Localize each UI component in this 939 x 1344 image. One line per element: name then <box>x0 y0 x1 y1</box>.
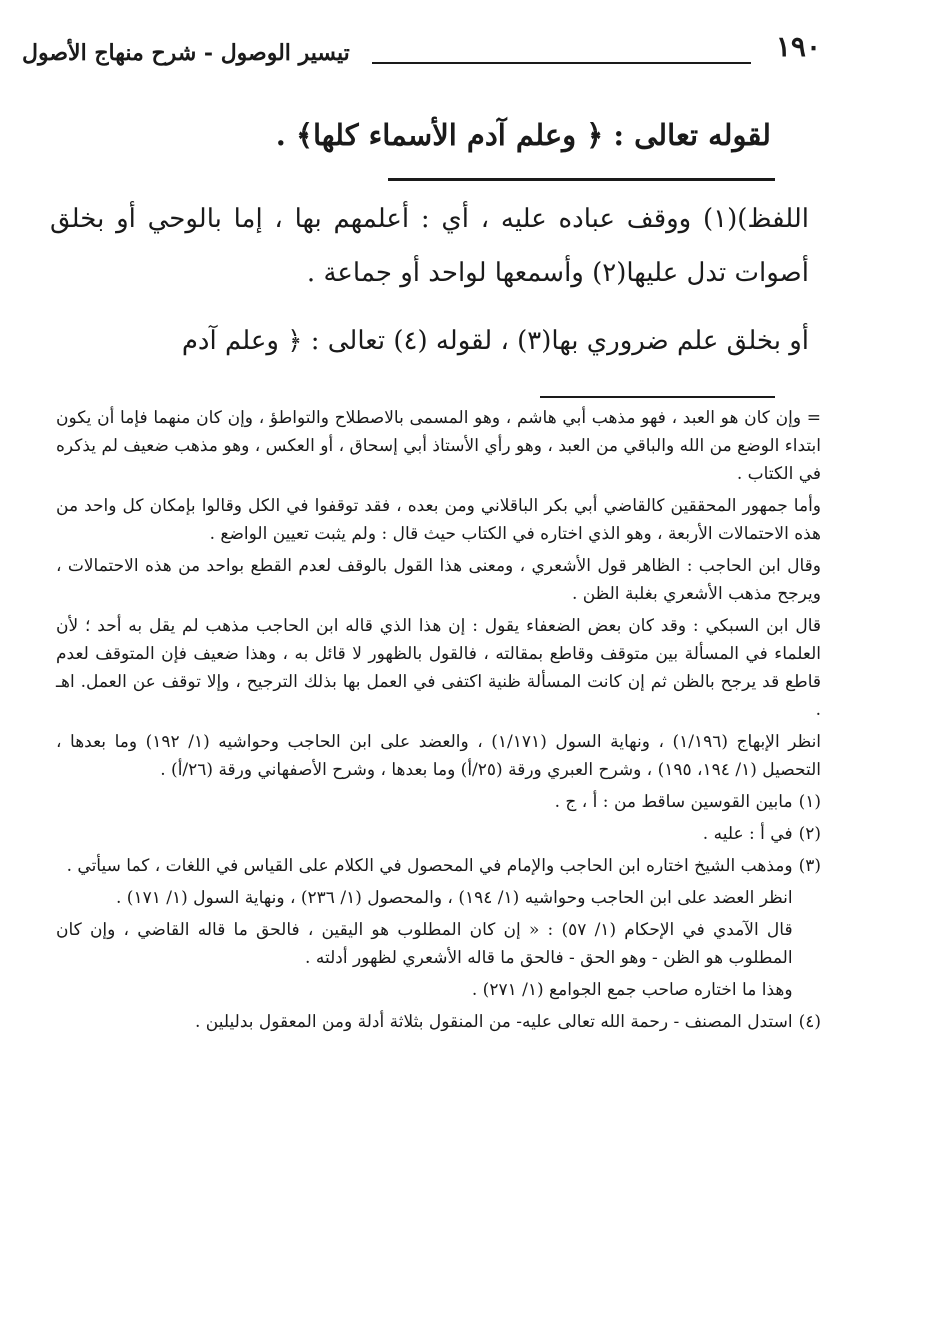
footnote-number: (٢) <box>798 824 821 844</box>
footnote-text <box>56 852 793 1008</box>
footnote-number: (٤) <box>798 1012 821 1032</box>
footnote-1 <box>56 788 821 820</box>
quranic-quote-line: لقوله تعالى : ﴿ وعلم آدم الأسماء كلها﴾ . <box>275 118 771 152</box>
page-number: ١٩٠ <box>775 30 821 63</box>
quote-underline-rule <box>388 178 775 181</box>
header-rule <box>372 62 751 64</box>
footnote-paragraph: في أ : عليه . <box>702 824 793 844</box>
footnote-4 <box>56 1008 821 1040</box>
footnote-continuation-paragraph: قال ابن السبكي : وقد كان بعض الضعفاء يقول : إن هذا الذي قاله ابن الحاجب مذهب لم يقل به أحد ؛ لأن العلماء في المسألة بين متوقف وقاطع بمقالته ، فالقول بالظهور لا قائل به ، وهذا ضعيف فإن المتوقف لعدم قاطع قد يرجح بالظن ثم إن كانت المسألة ظنية اكتفى في العمل بها بذلك الترجيح ، وإلا توقف عن العمل. اهـ . <box>56 616 821 720</box>
footnotes-section <box>56 404 821 1040</box>
footnote-number: (١) <box>798 792 821 812</box>
footnote-text <box>56 788 793 820</box>
footnote-2 <box>56 820 821 852</box>
footnote-continuation-paragraph: وأما جمهور المحققين كالقاضي أبي بكر الباقلاني ومن بعده ، فقد توقفوا في الكل وقالوا بإمكان كل واحد من هذه الاحتمالات الأربعة ، وهو الذي اختاره في الكتاب حيث قال : ولم يثبت تعيين الواضع . <box>56 496 821 544</box>
footnote-paragraph: انظر العضد على ابن الحاجب وحواشيه (١/ ١٩٤) ، والمحصول (١/ ٢٣٦) ، ونهاية السول (١/ ١٧١) . <box>116 888 793 908</box>
running-title: تيسير الوصول - شرح منهاج الأصول <box>22 40 350 66</box>
footnote-separator-rule <box>540 396 775 398</box>
footnote-continuation-paragraph: = وإن كان هو العبد ، فهو مذهب أبي هاشم ، وهو المسمى بالاصطلاح والتواطؤ ، وإن كان منهما فإما أن يكون ابتداء الوضع من الله والباقي من العبد ، وهو رأي الأستاذ أبي إسحاق ، أو العكس ، وهو مذهب ضعيف لم يذكره في الكتاب . <box>56 408 821 484</box>
main-body-text <box>50 192 809 368</box>
footnote-continuation-paragraph: انظر الإبهاج (١/١٩٦) ، ونهاية السول (١/١٧١) ، والعضد على ابن الحاجب وحواشيه (١/ ١٩٢) وما بعدها ، التحصيل (١/ ١٩٤، ١٩٥) ، وشرح العبري ورقة (٢٥/أ) وما بعدها ، وشرح الأصفهاني ورقة (٢٦/أ) . <box>56 732 822 780</box>
footnote-text <box>56 820 793 852</box>
body-paragraph-2: أو بخلق علم ضروري بها(٣) ، لقوله (٤) تعالى : ﴿ وعلم آدم <box>181 326 809 356</box>
footnote-paragraph: استدل المصنف - رحمة الله تعالى عليه- من المنقول بثلاثة أدلة ومن المعقول بدليلين . <box>195 1012 793 1032</box>
footnote-continuation-paragraph: وقال ابن الحاجب : الظاهر قول الأشعري ، ومعنى هذا القول بالوقف لعدم القطع بواحد من هذه الاحتمالات ، ويرجح مذهب الأشعري بغلبة الظن . <box>56 556 821 604</box>
footnote-paragraph: مابين القوسين ساقط من : أ ، ج . <box>554 792 793 812</box>
footnote-paragraph: ومذهب الشيخ اختاره ابن الحاجب والإمام في المحصول في الكلام على القياس في اللغات ، كما سيأتي . <box>66 856 793 876</box>
footnote-3 <box>56 852 821 1008</box>
footnote-paragraph: وهذا ما اختاره صاحب جمع الجوامع (١/ ٢٧١) . <box>471 980 793 1000</box>
footnote-paragraph: قال الآمدي في الإحكام (١/ ٥٧) : « إن كان المطلوب هو اليقين ، فالحق ما قاله القاضي ، وإن كان المطلوب هو الظن - وهو الحق - فالحق ما قاله الأشعري لظهور أدلته . <box>56 920 793 968</box>
body-paragraph-1: اللفظ)(١) ووقف عباده عليه ، أي : أعلمهم بها ، إما بالوحي أو بخلق أصوات تدل عليها(٢) وأسمعها لواحد أو جماعة . <box>50 204 809 288</box>
footnote-number: (٣) <box>798 856 821 876</box>
footnote-text <box>56 1008 793 1040</box>
